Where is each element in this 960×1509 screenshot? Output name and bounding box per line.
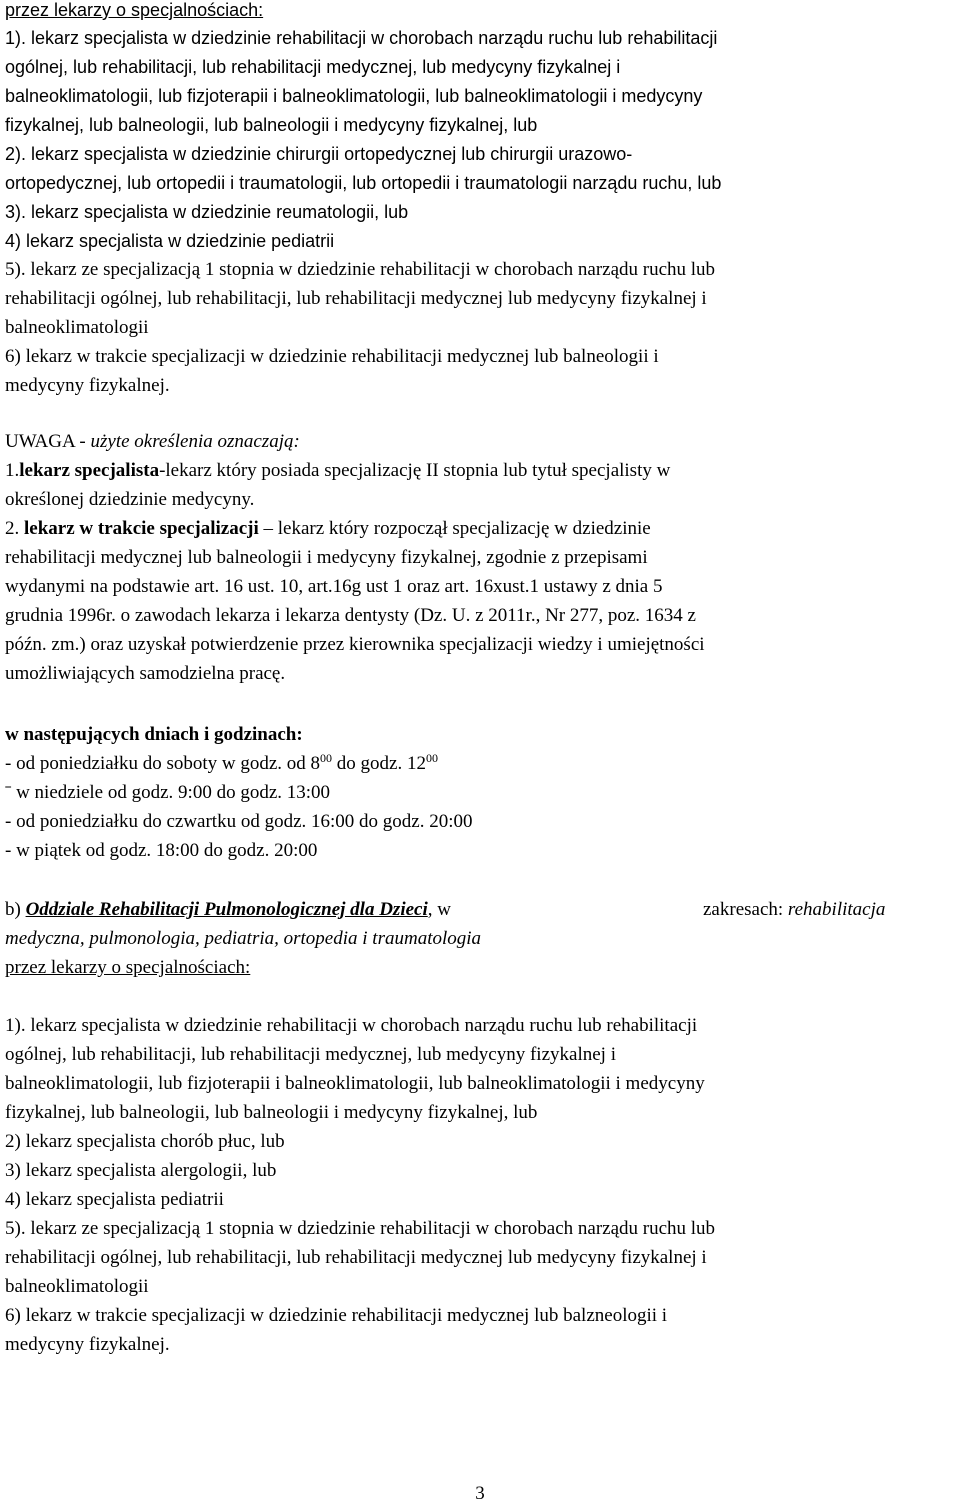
- page-number: 3: [475, 1483, 485, 1504]
- sec-b-line-6: 3) lekarz specjalista alergologii, lub: [5, 1160, 277, 1181]
- sec-a-line-2: ogólnej, lub rehabilitacji, lub rehabilitacji medycznej, lub medycyny fizykalnej i: [5, 57, 621, 77]
- ward-b-scope-line-2: medyczna, pulmonologia, pediatria, ortopedia i traumatologia: [5, 928, 482, 949]
- sec-b-line-4: fizykalnej, lub balneologii, lub balneologii i medycyny fizykalnej, lub: [5, 1102, 538, 1123]
- sec-a-line-6: ortopedycznej, lub ortopedii i traumatologii, lub ortopedii i traumatologii narządu ruchu, lub: [5, 173, 722, 193]
- definition-2: 2. lekarz w trakcie specjalizacji – lekarz który rozpoczął specjalizację w dziedzinie: [5, 518, 651, 539]
- ward-b-title: b) Oddziale Rehabilitacji Pulmonologicznej dla Dzieci, w: [5, 899, 451, 920]
- sec-b-line-8: 5). lekarz ze specjalizacją 1 stopnia w dziedzinie rehabilitacji w chorobach narządu ruchu lub: [5, 1218, 716, 1239]
- sec-a-line-9: 5). lekarz ze specjalizacją 1 stopnia w dziedzinie rehabilitacji w chorobach narządu ruchu lub: [5, 259, 716, 280]
- sec-a-line-4: fizykalnej, lub balneologii, lub balneologii i medycyny fizykalnej, lub: [5, 115, 538, 135]
- schedule-line-1: - od poniedziałku do soboty w godz. od $8^{00}$ do godz. $12^{00}$: [5, 751, 438, 774]
- schedule-line-4: - w piątek od godz. 18:00 do godz. 20:00: [5, 840, 318, 861]
- definition-2-line-2: rehabilitacji medycznej lub balneologii i medycyny fizykalnej, zgodnie z przepisami: [5, 547, 648, 568]
- sec-b-line-12: medycyny fizykalnej.: [5, 1334, 170, 1355]
- specializations-heading-b: przez lekarzy o specjalnościach:: [5, 957, 251, 978]
- definition-2-line-6: umożliwiających samodzielna pracę.: [5, 663, 286, 684]
- sec-b-line-9: rehabilitacji ogólnej, lub rehabilitacji, lub rehabilitacji medycznej lub medycyny fizykalnej i: [5, 1247, 707, 1268]
- note-heading: UWAGA - użyte określenia oznaczają:: [5, 431, 300, 452]
- sec-b-line-3: balneoklimatologii, lub fizjoterapii i balneoklimatologii, lub balneoklimatologii i medycyny: [5, 1073, 705, 1094]
- sec-b-line-1: 1). lekarz specjalista w dziedzinie rehabilitacji w chorobach narządu ruchu lub rehabilitacji: [5, 1015, 698, 1036]
- sec-a-line-5: 2). lekarz specjalista w dziedzinie chirurgii ortopedycznej lub chirurgii urazowo-: [5, 144, 633, 164]
- definition-2-term: lekarz w trakcie specjalizacji: [24, 518, 259, 539]
- sec-a-line-8: 4) lekarz specjalista w dziedzinie pediatrii: [5, 231, 335, 251]
- sec-a-line-10: rehabilitacji ogólnej, lub rehabilitacji, lub rehabilitacji medycznej lub medycyny fizykalnej i: [5, 288, 707, 309]
- sec-a-line-11: balneoklimatologii: [5, 317, 149, 338]
- definition-1-term: lekarz specjalista: [19, 460, 160, 481]
- sec-a-line-12: 6) lekarz w trakcie specjalizacji w dziedzinie rehabilitacji medycznej lub balneologii i: [5, 346, 659, 367]
- ward-b-name: Oddziale Rehabilitacji Pulmonologicznej dla Dzieci: [25, 899, 428, 920]
- sec-b-line-11: 6) lekarz w trakcie specjalizacji w dziedzinie rehabilitacji medycznej lub balzneologii i: [5, 1305, 668, 1326]
- definition-1-line-2: określonej dziedzinie medycyny.: [5, 489, 255, 510]
- schedule-line-2: ˉ w niedziele od godz. 9:00 do godz. 13:00: [5, 782, 331, 803]
- definition-2-line-4: grudnia 1996r. o zawodach lekarza i lekarza dentysty (Dz. U. z 2011r., Nr 277, poz. 1634 z: [5, 605, 696, 626]
- specializations-heading-a: przez lekarzy o specjalnościach:: [5, 0, 264, 20]
- definition-1: 1.lekarz specjalista-lekarz który posiada specjalizację II stopnia lub tytuł specjalisty w: [5, 460, 671, 481]
- sec-b-line-10: balneoklimatologii: [5, 1276, 149, 1297]
- sec-b-line-5: 2) lekarz specjalista chorób płuc, lub: [5, 1131, 285, 1152]
- sec-a-line-13: medycyny fizykalnej.: [5, 375, 170, 396]
- definition-2-line-5: późn. zm.) oraz uzyskał potwierdzenie przez kierownika specjalizacji wiedzy i umiejętności: [5, 634, 705, 655]
- ward-b-scope-start: zakresach: rehabilitacja: [703, 899, 886, 920]
- schedule-heading: w następujących dniach i godzinach:: [5, 724, 303, 745]
- sec-a-line-3: balneoklimatologii, lub fizjoterapii i balneoklimatologii, lub balneoklimatologii i medycyny: [5, 86, 703, 106]
- sec-a-line-7: 3). lekarz specjalista w dziedzinie reumatologii, lub: [5, 202, 409, 222]
- definition-2-line-3: wydanymi na podstawie art. 16 ust. 10, art.16g ust 1 oraz art. 16xust.1 ustawy z dnia 5: [5, 576, 663, 597]
- sec-b-line-2: ogólnej, lub rehabilitacji, lub rehabilitacji medycznej, lub medycyny fizykalnej i: [5, 1044, 616, 1065]
- schedule-line-3: - od poniedziałku do czwartku od godz. 16:00 do godz. 20:00: [5, 811, 473, 832]
- sec-b-line-7: 4) lekarz specjalista pediatrii: [5, 1189, 224, 1210]
- sec-a-line-1: 1). lekarz specjalista w dziedzinie rehabilitacji w chorobach narządu ruchu lub rehabilitacji: [5, 28, 718, 48]
